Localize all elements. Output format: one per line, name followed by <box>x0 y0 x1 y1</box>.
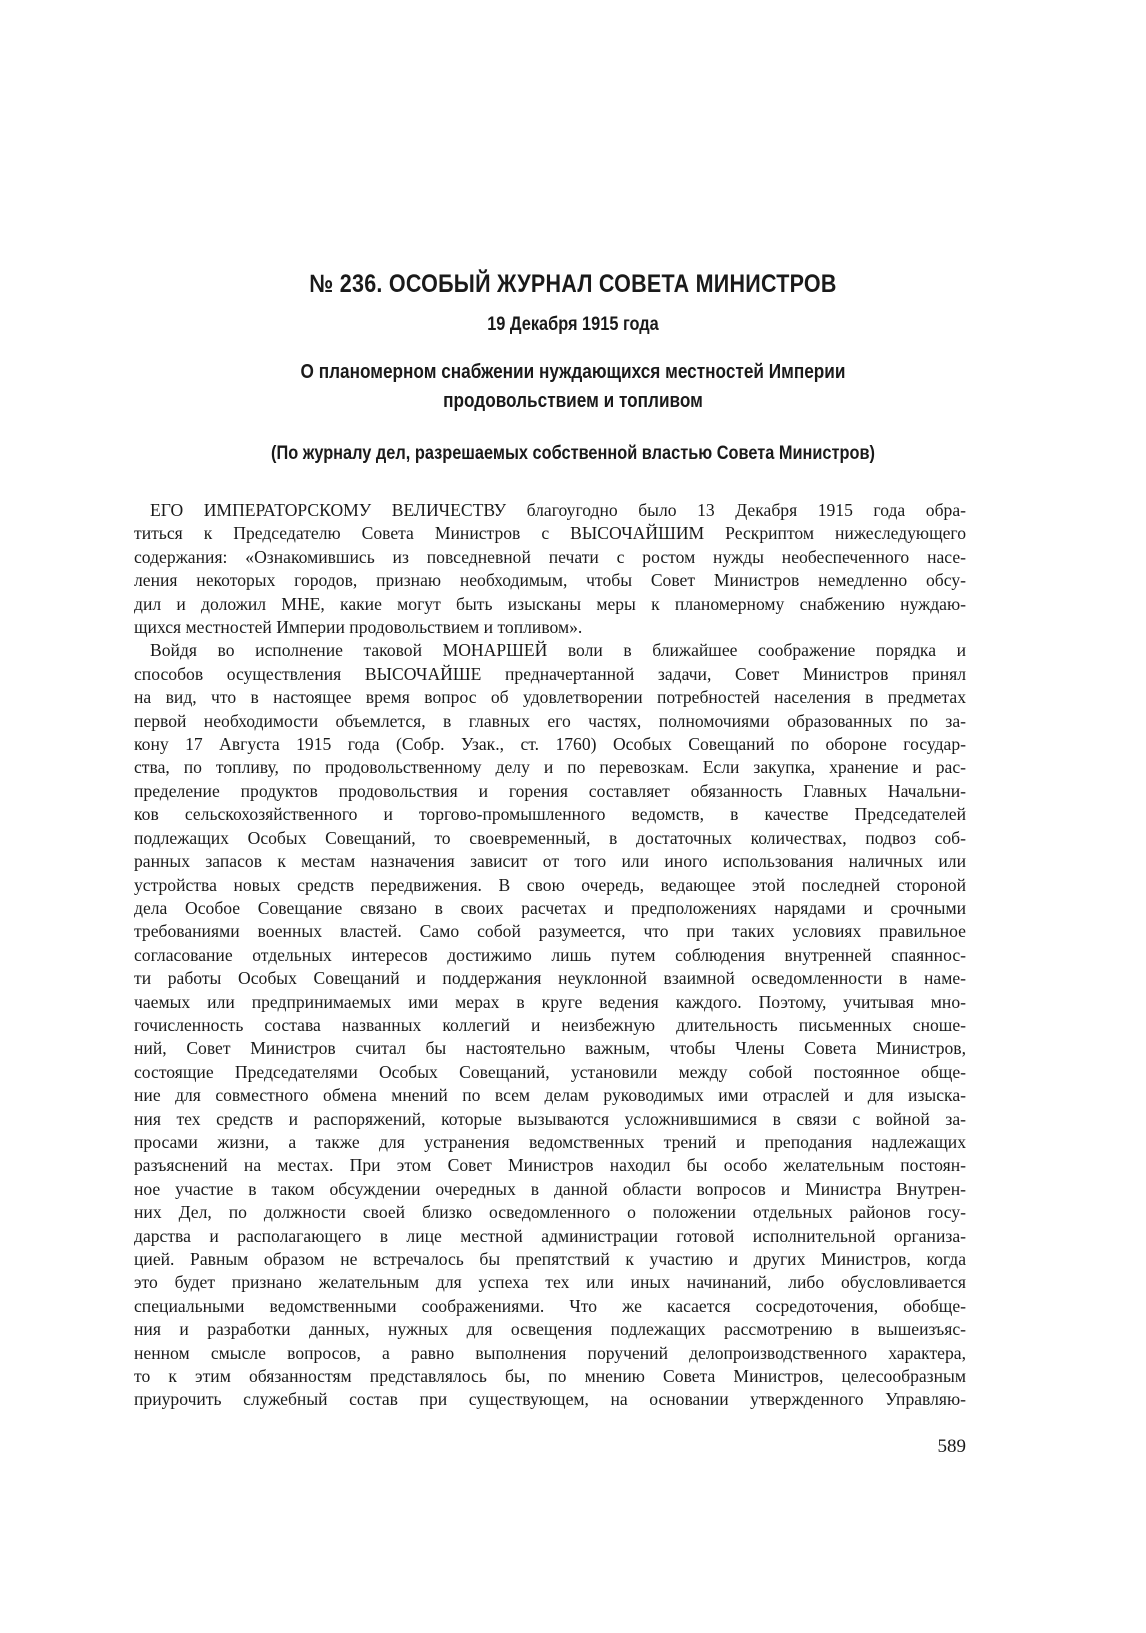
text-line: состоящие Председателями Особых Совещаний, установили между собой постоянное обще- <box>134 1061 966 1082</box>
text-line: согласование отдельных интересов достижимо лишь путем соблюдения внутренней спаяннос- <box>134 944 966 965</box>
text-line: требованиями военных властей. Само собой разумеется, что при таких условиях правильное <box>134 921 966 942</box>
text-line: ние для совместного обмена мнений по всем делам руководимых ими отраслей и для изыска- <box>134 1085 966 1106</box>
text-line: первой необходимости объемлется, в главных его частях, полномочиями образованных по за- <box>134 710 966 731</box>
text-line: кону 17 Августа 1915 года (Собр. Узак., ст. 1760) Особых Совещаний по обороне государ- <box>134 734 966 755</box>
document-note: (По журналу дел, разрешаемых собственной властью Совета Министров) <box>271 443 875 464</box>
text-line: щихся местностей Империи продовольствием и топливом». <box>134 617 583 638</box>
subject-line: О планомерном снабжении нуждающихся местностей Империи <box>300 361 846 383</box>
text-line: ти работы Особых Совещаний и поддержания неуклонной взаимной осведомленности в наме- <box>134 968 966 989</box>
text-line: специальными ведомственными соображениями. Что же касается сосредоточения, обобще- <box>134 1295 966 1316</box>
text-line: ЕГО ИМПЕРАТОРСКОМУ ВЕЛИЧЕСТВУ благоугодно было 13 Декабря 1915 года обра- <box>150 500 966 520</box>
text-line: цией. Равным образом не встречалось бы препятствий к участию и других Министров, когда <box>134 1249 966 1269</box>
paragraph <box>134 639 966 1411</box>
text-line: содержания: «Ознакомившись из повседневной печати с ростом нужды необеспеченного насе- <box>134 546 966 567</box>
page-number: 589 <box>937 1436 966 1457</box>
text-line: Войдя во исполнение таковой МОНАРШЕЙ воли в ближайшее соображение порядка и <box>150 640 966 661</box>
text-line: ства, по топливу, по продовольственному делу и по перевозкам. Если закупка, хранение и рас- <box>134 757 966 778</box>
document-subject <box>80 358 1066 416</box>
body-text <box>134 499 966 1412</box>
text-line: на вид, что в настоящее время вопрос об удовлетворении потребностей населения в предметах <box>134 687 966 708</box>
document-date: 19 Декабря 1915 года <box>487 314 659 335</box>
text-line: ков сельскохозяйственного и торгово-промышленного ведомств, в качестве Председателей <box>134 804 966 825</box>
text-line: гочисленность состава названных коллегий и неизбежную длительность письменных сноше- <box>134 1014 966 1035</box>
text-line: устройства новых средств передвижения. В свою очередь, ведающее этой последней стороной <box>134 874 966 895</box>
text-line: подлежащих Особых Совещаний, то своевременный, в достаточных количествах, подвоз соб- <box>134 827 966 848</box>
text-line: ний, Совет Министров считал бы настоятельно важным, чтобы Члены Совета Министров, <box>134 1038 966 1059</box>
text-line: дарства и располагающего в лице местной администрации готовой исполнительной организа- <box>134 1225 966 1246</box>
text-line: ное участие в таком обсуждении очередных в данной области вопросов и Министра Внутрен- <box>134 1178 966 1199</box>
text-line: титься к Председателю Совета Министров с ВЫСОЧАЙШИМ Рескриптом нижеследующего <box>134 523 966 544</box>
text-line: то к этим обязанностям представлялось бы, по мнению Совета Министров, целесообразным <box>134 1366 966 1387</box>
text-line: просами жизни, а также для устранения ведомственных трений и преподания надлежащих <box>134 1131 966 1152</box>
text-line: это будет признано желательным для успеха тех или иных начинаний, либо обусловливается <box>134 1272 966 1293</box>
text-line: разъяснений на местах. При этом Совет Министров находил бы особо желательным постоян- <box>134 1155 966 1176</box>
text-line: ления некоторых городов, признаю необходимым, чтобы Совет Министров немедленно обсу- <box>134 570 966 591</box>
text-line: приурочить служебный состав при существующем, на основании утвержденного Управляю- <box>134 1389 966 1410</box>
text-line: ния и разработки данных, нужных для освещения подлежащих рассмотрению в вышеизъяс- <box>134 1319 966 1340</box>
text-line: дил и доложил МНЕ, какие могут быть изысканы меры к планомерному снабжению нуждаю- <box>134 593 966 614</box>
text-line: пределение продуктов продовольствия и горения составляет обязанность Главных Начальни- <box>134 780 966 801</box>
text-line: дела Особое Совещание связано в своих расчетах и предположениях нарядами и срочными <box>134 897 966 918</box>
text-line: чаемых или предпринимаемых ими мерах в круге ведения каждого. Поэтому, учитывая мно- <box>134 991 966 1012</box>
text-line: способов осуществления ВЫСОЧАЙШЕ предначертанной задачи, Совет Министров принял <box>134 663 966 684</box>
text-line: них Дел, по должности своей близко осведомленного о положении отдельных районов госу- <box>134 1202 966 1223</box>
document-title: № 236. ОСОБЫЙ ЖУРНАЛ СОВЕТА МИНИСТРОВ <box>309 270 837 298</box>
paragraph <box>134 499 966 639</box>
text-line: ранных запасов к местам назначения зависит от того или иного использования наличных или <box>134 851 966 872</box>
text-line: ния тех средств и распоряжений, которые вызываются усложнившимися в связи с войной за- <box>134 1108 966 1129</box>
text-line: ненном смысле вопросов, а равно выполнения поручений делопроизводственного характера, <box>134 1342 966 1363</box>
subject-line: продовольствием и топливом <box>443 390 703 412</box>
